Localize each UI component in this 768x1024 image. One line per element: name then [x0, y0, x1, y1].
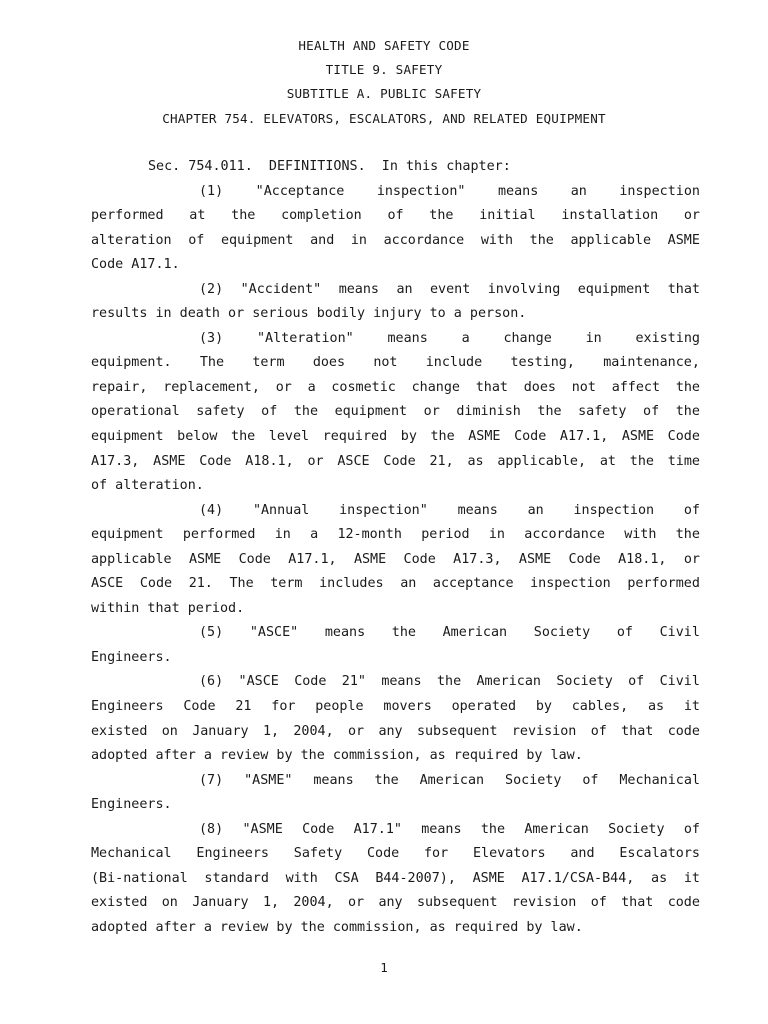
word: the: [429, 208, 454, 224]
word: A17.1/CSA-B44,: [521, 870, 635, 886]
word: revision: [511, 895, 577, 911]
word: existed: [91, 723, 148, 739]
word: inspection: [573, 502, 655, 518]
text-line: of alteration.: [91, 478, 204, 494]
word: safety: [196, 404, 245, 420]
word: and: [570, 846, 595, 862]
word: existed: [91, 895, 148, 911]
word: does: [312, 355, 346, 371]
code-heading: HEALTH AND SAFETY CODE: [298, 38, 470, 53]
text-line: Code A17.1.: [91, 257, 180, 273]
word: people: [315, 699, 364, 715]
text-line: [91, 621, 700, 646]
word: that: [475, 379, 508, 395]
word: 12-month: [337, 527, 402, 543]
word: affect: [611, 379, 661, 395]
word: "ASME: [242, 821, 283, 837]
word: 21": [341, 674, 366, 690]
word: American: [419, 772, 485, 788]
word: existing: [635, 330, 700, 346]
word: subsequent: [416, 895, 498, 911]
word: in: [488, 527, 505, 543]
word: ASCE: [337, 453, 370, 469]
text-line: [91, 229, 700, 254]
word: the: [430, 429, 455, 445]
word: safety: [578, 404, 627, 420]
word: performed: [182, 527, 256, 543]
word: American: [524, 821, 589, 837]
word: include: [425, 355, 483, 371]
word: operational: [91, 404, 180, 420]
word: Mechanical: [91, 846, 172, 862]
word: it: [683, 699, 700, 715]
text-line: [91, 842, 700, 867]
word: January: [192, 895, 249, 911]
word: completion: [281, 208, 362, 224]
word: of: [590, 895, 607, 911]
word: of: [643, 404, 660, 420]
word: accordance: [524, 527, 605, 543]
word: Code: [568, 551, 601, 567]
text-line: [91, 351, 700, 376]
word: or: [683, 551, 700, 567]
word: an: [570, 183, 587, 199]
word: the: [675, 527, 700, 543]
word: 2004,: [293, 723, 334, 739]
word: cosmetic: [331, 379, 396, 395]
word: as: [467, 453, 484, 469]
word: the: [675, 404, 700, 420]
word: applicable: [91, 551, 172, 567]
word: code: [667, 723, 700, 739]
word: or: [307, 453, 324, 469]
word: testing,: [510, 355, 575, 371]
word: in: [350, 232, 367, 248]
word: A17.3,: [453, 551, 502, 567]
word: movers: [383, 699, 432, 715]
word: of: [261, 404, 278, 420]
word: (8): [199, 821, 224, 837]
word: American: [476, 674, 541, 690]
word: initial: [479, 208, 536, 224]
word: with: [285, 870, 318, 886]
word: 2004,: [293, 895, 334, 911]
word: the: [374, 772, 399, 788]
word: or: [348, 723, 365, 739]
word: accordance: [383, 232, 465, 248]
word: does: [523, 379, 556, 395]
word: Code: [238, 551, 271, 567]
word: for: [271, 699, 296, 715]
word: (1): [199, 183, 224, 199]
word: Safety: [293, 846, 343, 862]
word: means: [387, 330, 428, 346]
word: with: [480, 232, 514, 248]
word: the: [537, 404, 562, 420]
word: in: [585, 330, 602, 346]
word: at: [599, 453, 616, 469]
word: Engineers: [91, 699, 164, 715]
word: or: [275, 379, 292, 395]
text-line: results in death or serious bodily injury to a person.: [91, 306, 527, 322]
word: 1,: [262, 723, 280, 739]
text-line: [91, 572, 700, 597]
word: that: [621, 895, 654, 911]
word: American: [442, 625, 508, 641]
word: equipment.: [91, 355, 172, 371]
word: a: [310, 527, 319, 543]
word: A17.1": [353, 821, 402, 837]
text-line: [91, 769, 700, 794]
word: CSA: [334, 870, 359, 886]
word: A17.1,: [559, 429, 609, 445]
word: with: [624, 527, 657, 543]
word: equipment: [577, 281, 651, 297]
word: ASME: [353, 551, 387, 567]
word: Code: [199, 453, 232, 469]
word: as: [647, 699, 665, 715]
word: Civil: [659, 674, 700, 690]
word: inspection: [619, 183, 700, 199]
word: it: [683, 870, 700, 886]
text-line: [91, 720, 700, 745]
text-line: adopted after a review by the commission, as required by law.: [91, 919, 583, 935]
word: an: [527, 502, 544, 518]
word: Society: [505, 772, 562, 788]
word: B44-2007),: [375, 870, 456, 886]
word: a: [307, 379, 316, 395]
word: of: [628, 674, 645, 690]
word: Code: [383, 453, 416, 469]
word: The: [199, 355, 225, 371]
word: 21,: [429, 453, 454, 469]
word: as: [651, 870, 668, 886]
word: of: [683, 502, 700, 518]
word: replacement,: [163, 379, 260, 395]
word: operated: [451, 699, 517, 715]
word: includes: [319, 576, 384, 592]
text-line: [91, 204, 700, 229]
word: not: [373, 355, 398, 371]
word: change: [411, 379, 460, 395]
text-line: Engineers.: [91, 649, 172, 665]
word: ASME: [188, 551, 222, 567]
word: performed: [91, 208, 164, 224]
word: (4): [199, 502, 224, 518]
word: revision: [511, 723, 577, 739]
word: "ASCE: [238, 674, 279, 690]
word: the: [529, 232, 554, 248]
word: an: [396, 281, 413, 297]
text-line: [91, 376, 700, 401]
word: or: [683, 208, 700, 224]
word: of: [582, 772, 599, 788]
word: ASME: [518, 551, 552, 567]
word: "Alteration": [256, 330, 354, 346]
word: Code: [403, 551, 436, 567]
chapter-heading: CHAPTER 754. ELEVATORS, ESCALATORS, AND RELATED EQUIPMENT: [162, 111, 606, 126]
word: of: [387, 208, 404, 224]
word: the: [293, 404, 319, 420]
word: means: [313, 772, 354, 788]
word: (3): [199, 330, 224, 346]
word: A17.3,: [91, 453, 140, 469]
text-line: within that period.: [91, 600, 245, 616]
word: event: [430, 281, 471, 297]
word: any: [378, 723, 403, 739]
word: Code: [302, 821, 335, 837]
word: term: [252, 355, 285, 371]
word: 21: [235, 699, 252, 715]
text-line: [91, 499, 700, 524]
word: and: [310, 232, 335, 248]
word: 1,: [262, 895, 280, 911]
word: or: [348, 895, 365, 911]
word: Elevators: [472, 846, 546, 862]
word: installation: [561, 208, 659, 224]
word: the: [675, 379, 700, 395]
word: the: [231, 429, 256, 445]
word: standard: [204, 870, 269, 886]
word: Code: [294, 674, 327, 690]
word: Code: [514, 429, 547, 445]
word: an: [400, 576, 417, 592]
word: equipment: [91, 527, 164, 543]
word: of: [683, 821, 700, 837]
word: that: [621, 723, 654, 739]
word: or: [423, 404, 440, 420]
word: 21.: [188, 576, 213, 592]
word: a: [461, 330, 470, 346]
word: not: [571, 379, 596, 395]
word: means: [338, 281, 379, 297]
word: the: [391, 625, 416, 641]
word: the: [629, 453, 654, 469]
word: involving: [487, 281, 561, 297]
word: (6): [199, 674, 224, 690]
word: A18.1,: [245, 453, 294, 469]
word: performed: [627, 576, 700, 592]
word: Code: [366, 846, 400, 862]
word: inspection": [376, 183, 466, 199]
word: A18.1,: [618, 551, 667, 567]
word: diminish: [456, 404, 521, 420]
word: applicable: [570, 232, 652, 248]
word: equipment: [334, 404, 408, 420]
word: Society: [556, 674, 613, 690]
word: ASCE: [91, 576, 124, 592]
word: the: [480, 821, 506, 837]
word: means: [381, 674, 422, 690]
word: The: [229, 576, 254, 592]
word: (7): [199, 772, 224, 788]
word: on: [161, 895, 178, 911]
word: Engineers: [196, 846, 269, 862]
word: equipment: [91, 429, 164, 445]
word: maintenance,: [603, 355, 700, 371]
word: change: [503, 330, 552, 346]
title-heading: TITLE 9. SAFETY: [325, 62, 443, 77]
word: (Bi-national: [91, 870, 188, 886]
word: time: [667, 453, 700, 469]
word: in: [274, 527, 291, 543]
text-line: [91, 548, 700, 573]
text-line: [91, 695, 700, 720]
text-line: Sec. 754.011. DEFINITIONS. In this chapter:: [148, 159, 511, 174]
word: acceptance: [432, 576, 514, 592]
word: ASME: [468, 429, 501, 445]
word: required: [322, 429, 388, 445]
word: the: [436, 674, 462, 690]
word: by: [535, 699, 552, 715]
word: A17.1,: [288, 551, 337, 567]
subtitle-heading: SUBTITLE A. PUBLIC SAFETY: [286, 86, 482, 101]
word: "ASCE": [249, 625, 299, 641]
word: "Annual: [252, 502, 310, 518]
word: of: [590, 723, 607, 739]
page-number: 1: [380, 960, 388, 975]
text-line: [91, 450, 700, 475]
text-line: [91, 867, 700, 892]
text-line: [91, 180, 700, 205]
word: any: [378, 895, 403, 911]
word: "ASME": [244, 772, 293, 788]
word: Mechanical: [619, 772, 700, 788]
word: period: [421, 527, 470, 543]
word: inspection": [339, 502, 428, 518]
word: Code: [139, 576, 173, 592]
word: of: [188, 232, 205, 248]
word: "Accident": [240, 281, 322, 297]
text-line: [91, 327, 700, 352]
word: "Acceptance: [255, 183, 345, 199]
word: inspection: [530, 576, 611, 592]
word: Society: [608, 821, 665, 837]
word: (5): [199, 625, 224, 641]
word: by: [400, 429, 417, 445]
word: (2): [199, 281, 224, 297]
text-line: Engineers.: [91, 797, 172, 813]
word: Civil: [659, 625, 700, 641]
text-line: [91, 891, 700, 916]
text-line: [91, 278, 700, 303]
word: means: [324, 625, 366, 641]
text-line: adopted after a review by the commission, as required by law.: [91, 748, 583, 764]
text-line: [91, 670, 700, 695]
text-line: [91, 425, 700, 450]
word: term: [270, 576, 303, 592]
word: on: [161, 723, 178, 739]
word: at: [189, 208, 206, 224]
word: of: [616, 625, 633, 641]
word: alteration: [91, 232, 172, 248]
word: that: [667, 281, 700, 297]
text-line: [91, 818, 700, 843]
word: subsequent: [416, 723, 498, 739]
word: level: [268, 429, 310, 445]
word: Code: [667, 429, 700, 445]
word: ASME: [153, 453, 186, 469]
word: Code: [183, 699, 216, 715]
word: applicable,: [497, 453, 587, 469]
word: ASME: [472, 870, 505, 886]
word: means: [421, 821, 462, 837]
section-body: [91, 155, 700, 941]
word: for: [424, 846, 449, 862]
word: ASME: [667, 232, 700, 248]
word: January: [192, 723, 249, 739]
word: ASME: [621, 429, 655, 445]
text-line: [91, 523, 700, 548]
text-line: [91, 400, 700, 425]
word: equipment: [220, 232, 294, 248]
word: Society: [533, 625, 591, 641]
word: code: [667, 895, 700, 911]
word: means: [457, 502, 498, 518]
word: the: [231, 208, 256, 224]
word: Escalators: [619, 846, 700, 862]
word: means: [497, 183, 539, 199]
word: below: [177, 429, 218, 445]
word: cables,: [571, 699, 629, 715]
word: repair,: [91, 379, 148, 395]
